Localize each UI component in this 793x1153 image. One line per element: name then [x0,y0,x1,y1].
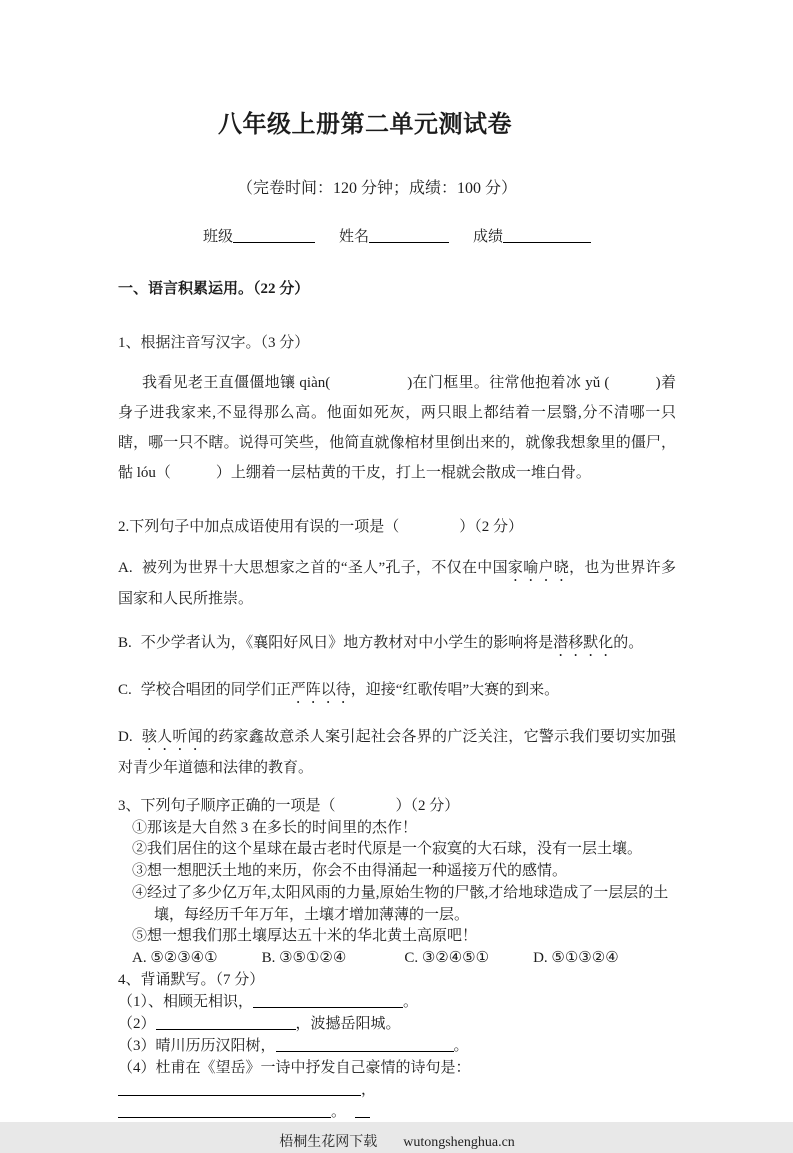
section1-heading: 一、语言积累运用。（22 分） [118,281,310,297]
question-2 [118,516,676,782]
q4-prompt: 4、背诵默写。（7 分） [118,971,265,988]
q3-option-b: B. ③⑤①②④ [261,949,347,966]
footer-site-url: wutongshenghua.cn [403,1135,515,1151]
option-emphasized-idiom: 潜移默化 [553,635,614,651]
class-label: 班级 [202,229,233,245]
q3-option-a: A. ⑤②③④① [132,949,218,966]
option-emphasized-idiom: 骇人听闻 [141,729,203,745]
q4-item-1 [118,991,676,1013]
footer-site-name: 梧桐生花网下载 [279,1135,378,1151]
option-text: 被列为世界十大思想家之首的“圣人”孔子，不仅在中国 [141,560,508,576]
title-suffix: 测试卷 [438,112,512,138]
answer-blank [156,1015,296,1030]
q1-prompt: 1、根据注音写汉字。（3 分） [118,335,310,351]
q4-item-text: （3）晴川历历汉阳树， [118,1038,276,1055]
q3-sentence-1: ①那该是大自然 3 在多长的时间里的杰作！ [132,819,418,836]
option-emphasized-idiom: 严阵以待 [290,682,351,698]
answer-blank [276,1037,454,1052]
q3-sentence-2: ②我们居住的这个星球在最古老时代原是一个寂寞的大石球，没有一层土壤。 [132,841,643,858]
option-label: C. [118,682,132,698]
q3-option-c: C. ③②④⑤① [404,949,490,966]
q4-item-text: （1）、相顾无相识， [118,994,254,1011]
q3-sentence-3: ③想一想肥沃土地的来历，你会不由得涌起一种遥接万代的感情。 [132,863,568,880]
class-blank [233,228,315,243]
option-emphasized-idiom: 家喻户晓 [507,560,570,576]
title-main: 八年级上册第二单元 [218,112,439,138]
answer-blank [118,1081,361,1096]
q3-prompt: 3、下列句子顺序正确的一项是（ ）（2 分） [118,798,460,814]
q4-item-text: ，波撼岳阳城。 [295,1016,401,1033]
q2-option-d [118,723,676,782]
class-field [203,226,315,248]
name-label: 姓名 [338,229,369,245]
option-label: D. [118,729,133,745]
q2-option-c [118,676,676,707]
name-blank [369,228,449,243]
q3-option-d: D. ⑤①③②④ [533,949,619,966]
name-field [339,226,449,248]
q3-options-row [118,948,676,970]
q2-prompt: 2.下列句子中加点成语使用有误的一项是（ ）（2 分） [118,519,524,535]
q4-item-2 [118,1013,676,1035]
option-text: ，也为世界许多国家和人民所推崇。 [118,560,676,607]
option-label: A. [118,560,133,576]
q2-option-a [118,554,676,613]
q4-item-text: 。 [403,994,419,1011]
q4-item-3 [118,1035,676,1057]
option-text: 的。 [613,635,644,651]
answer-blank [118,1103,331,1118]
option-text: 不少学者认为，《襄阳好风日》地方教材对中小学生的影响将是 [140,635,554,651]
option-text: ，迎接“红歌传唱”大赛的到来。 [350,682,560,698]
option-text: 学校合唱团的同学们正 [140,682,291,698]
exam-info: （完卷时间：120 分钟；成绩：100 分） [236,180,517,197]
answer-blank [253,993,403,1008]
q4-item-text: 。 [331,1104,347,1121]
option-text: 的药家鑫故意杀人案引起社会各界的广泛关注，它警示我们要切实加强对青少年道德和法律的教育。 [118,729,676,776]
page-footer [118,1133,676,1153]
q2-option-b [118,629,676,660]
q3-sentence-4: ④经过了多少亿万年,太阳风雨的力量,原始生物的尸骸,才给地球造成了一层层的土壤，每经历千年万年，土壤才增加薄薄的一层。 [132,884,669,923]
student-info-row [118,226,676,248]
q4-item-text: （4）杜甫在《望岳》一诗中抒发自己豪情的诗句是： [118,1060,471,1077]
answer-blank-tail [355,1103,370,1118]
q3-sentence-5: ⑤想一想我们那土壤厚达五十米的华北黄土高原吧！ [132,928,478,945]
q4-item-text: ， [361,1082,377,1099]
questions-3-4 [118,796,676,1123]
score-blank [503,228,591,243]
q4-item-text: 。 [453,1038,469,1055]
score-label: 成绩 [473,229,504,245]
q4-item-4 [118,1057,676,1101]
q4-item-4-continuation [118,1101,676,1123]
q1-passage: 我看见老王直僵僵地镶 qiàn( )在门框里。往常他抱着冰 yǔ ( )着身子进我家来,不显得那么高。他面如死灰，两只眼上都结着一层翳,分不清哪一只瞎，哪一只不瞎。说得可笑些，他简直就像棺材里倒出来的，就像我想象里的僵尸，骷 lóu（ ）上绷着一层枯黄的干皮，打上一棍就会散成一堆白骨。 [118,375,676,481]
page-title [86,108,644,142]
q4-item-text: （2） [118,1016,156,1033]
option-label: B. [118,635,132,651]
score-field [473,226,591,248]
